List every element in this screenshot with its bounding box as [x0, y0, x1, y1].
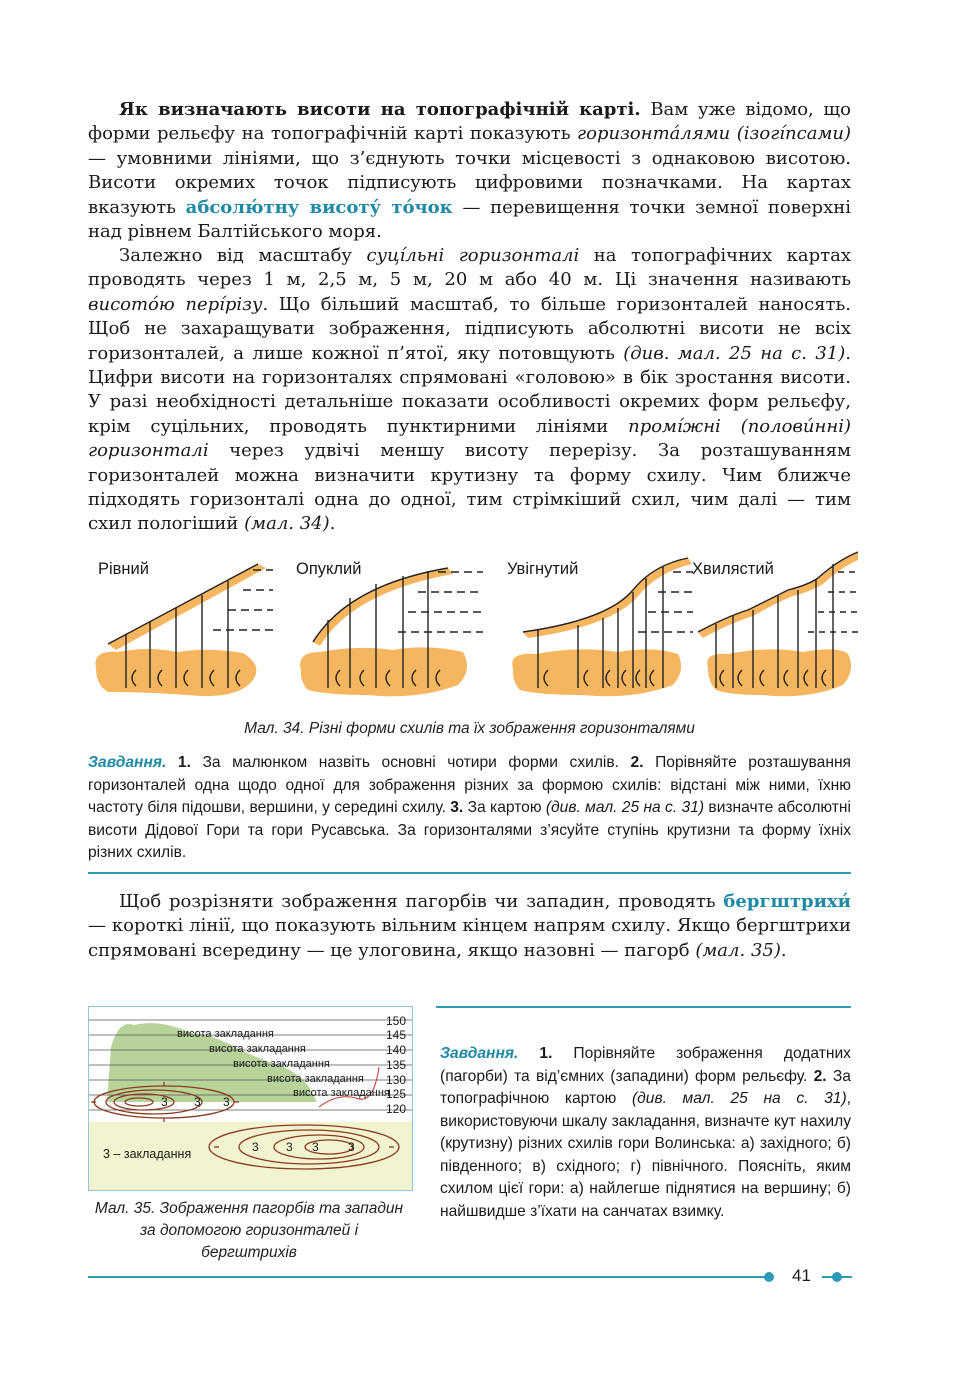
text: — короткі лінії, що показують вільним кінцем напрям схилу. Якщо бергштрихи спрямовані всередину — це улоговина, якщо назовні — пагорб — [88, 915, 851, 961]
page-number: 41 — [792, 1266, 811, 1285]
text: Залежно від масштабу — [119, 245, 367, 266]
slope-label-convex: Опуклий — [296, 560, 362, 578]
height-140: 140 — [386, 1043, 407, 1057]
height-120: 120 — [386, 1102, 407, 1116]
figure-reference: (див. мал. 25 на с. 31) — [623, 342, 846, 364]
contour-mark: 3 — [286, 1140, 293, 1154]
text: Порівняйте розташування горизонталей одна щодо одної для зображення різних за формою схилів: відстані між ними, їхню частоту біля підошви, вершини, у середині схилу. — [88, 754, 852, 816]
task-number: 3. — [450, 799, 464, 816]
height-145: 145 — [386, 1028, 407, 1042]
contour-mark: 3 — [348, 1140, 355, 1154]
key-term: абсолю́тну висоту́ то́чок — [185, 196, 453, 218]
text: Вам уже відомо, що форми рельєфу на топографічній карті показують — [88, 99, 852, 145]
footer-line-right — [822, 1276, 852, 1278]
italic-term: промі́жні (полови́нні) горизонталі — [88, 415, 851, 462]
contour-mark: 3 — [161, 1095, 168, 1109]
text: За малюнком назвіть основні чотири форми схилів. — [190, 754, 631, 771]
text: через удвічі меншу висоту перерізу. За розташуванням горизонталей можна визначити крутизну та форму схилу. Чим ближче підходять горизонталі одна до одної, тим стрімкіший схил, чим далі — тим схил пологіший — [88, 440, 851, 535]
slope-interval-label: висота закладання — [293, 1087, 390, 1099]
contour-mark: 3 — [223, 1095, 230, 1109]
figure-reference: (див. мал. 25 на с. 31) — [545, 799, 705, 816]
figure-reference: (мал. 34) — [244, 513, 330, 535]
contour-mark: 3 — [194, 1095, 201, 1109]
slope-label-concave: Увігнутий — [507, 560, 579, 578]
key-term: бергштрихи́ — [723, 891, 851, 912]
figure-reference: (мал. 35) — [695, 939, 781, 961]
paragraph-contours — [88, 244, 851, 537]
text: — перевищення точки земної поверхні над рівнем Балтійського моря. — [88, 196, 851, 243]
height-130: 130 — [386, 1073, 407, 1087]
task-label: Завдання. — [88, 754, 167, 771]
text: . Що більший масштаб, то більше горизонталей наносять. Щоб не захаращувати зображення, підписують абсолютні висоти не всіх горизонталей, а лише кожної п’ятої, яку потовщують — [88, 293, 851, 364]
text: , використовуючи шкалу закладання, визначте кут нахилу (крутизну) різних схилів гори Волинська: а) західного; б) південного; в) східного; г) північного. Поясніть, яким схилом цієї гори: а) найлегше піднятися на вершину; б) найшвидше з’їхати на санчатах взимку. — [440, 1090, 851, 1220]
divider-line — [436, 1006, 851, 1008]
task-number: 2. — [630, 754, 644, 771]
text: Щоб розрізняти зображення пагорбів чи западин, проводять — [119, 891, 724, 912]
text: За картою — [463, 799, 546, 816]
text: За топографічною картою — [440, 1067, 851, 1107]
task-number: 1. — [539, 1045, 553, 1062]
figure-35-box — [88, 1006, 413, 1191]
task-number: 1. — [177, 754, 191, 771]
task-block-1 — [88, 752, 851, 865]
paragraph-hachures — [88, 890, 851, 963]
figure-reference: (див. мал. 25 на с. 31) — [631, 1090, 847, 1107]
italic-term: суці́льні горизонталі — [366, 245, 580, 266]
height-125: 125 — [386, 1087, 407, 1101]
footer-bullet-left — [764, 1272, 774, 1282]
paragraph-heights — [88, 98, 851, 244]
section-heading: Як визначають висоти на топографічній карті. — [119, 99, 641, 120]
height-135: 135 — [386, 1058, 407, 1072]
footer-line — [88, 1276, 768, 1278]
slope-label-even: Рівний — [98, 560, 149, 578]
legend-label: 3 – закладання — [103, 1147, 192, 1161]
text: — умовними лініями, що з’єднують точки місцевості з однаковою висотою. Висоти окремих точок підписують цифровими позначками. На картах вказують — [88, 147, 851, 218]
figure-34-caption: Мал. 34. Різні форми схилів та їх зображення горизонталями — [244, 720, 695, 737]
slope-interval-label: висота закладання — [209, 1043, 306, 1055]
italic-term: висото́ю пері́різу — [88, 293, 263, 315]
slope-interval-label: висота закладання — [267, 1073, 364, 1085]
text: . Цифри висоти на горизонталях спрямовані «головою» в бік зростання висоти. У разі необхідності детальніше показати особливості окремих форм рельєфу, крім суцільних, проводять пунктирними лініями — [88, 342, 851, 437]
slope-interval-label: висота закладання — [177, 1028, 274, 1040]
figure-35-caption: Мал. 35. Зображення пагорбів та западин за допомогою горизонталей і бергштрихів — [94, 1200, 404, 1261]
task-block-2 — [440, 1043, 851, 1223]
text: . — [329, 513, 336, 535]
task-label: Завдання. — [440, 1045, 519, 1062]
task-number: 2. — [813, 1067, 827, 1085]
slope-forms-figure — [88, 540, 858, 715]
italic-term: горизонта́лями (ізогі́псами) — [577, 123, 851, 145]
contour-mark: 3 — [312, 1140, 319, 1154]
height-150: 150 — [386, 1014, 407, 1028]
contour-mark: 3 — [252, 1140, 259, 1154]
slope-interval-label: висота закладання — [233, 1058, 330, 1070]
divider-line — [88, 872, 851, 874]
text: на топографічних картах проводять через 1 м, 2,5 м, 5 м, 20 м або 40 м. Ці значення називають — [88, 245, 851, 291]
text: Порівняйте зображення додатних (пагорби) та від’ємних (западини) форм рельєфу. — [440, 1045, 851, 1085]
slope-label-wavy: Хвилястий — [692, 560, 774, 578]
text: визначте абсолютні висоти Дідової Гори та гори Русавська. За горизонталями з’ясуйте ступінь крутизни та форму їхніх різних схилів. — [88, 799, 851, 861]
text: . — [780, 939, 787, 961]
